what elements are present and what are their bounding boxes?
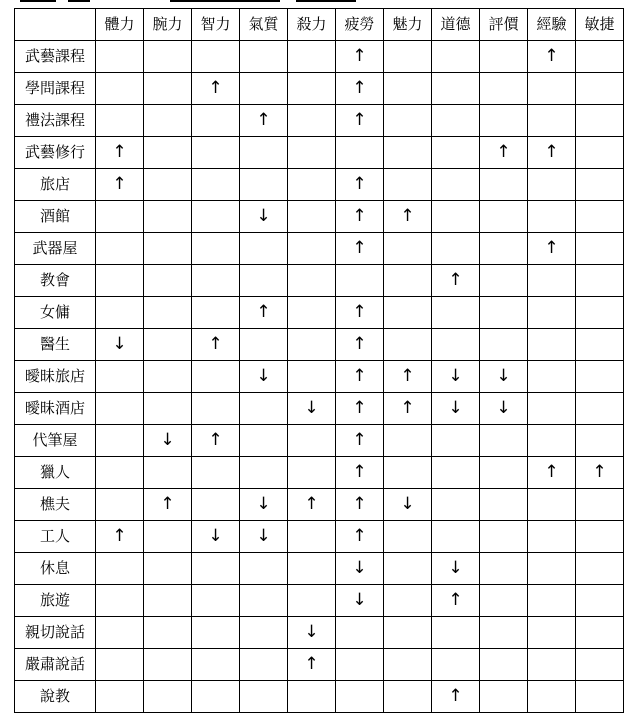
table-cell: ↑ bbox=[384, 393, 432, 425]
table-cell bbox=[288, 265, 336, 297]
table-cell bbox=[240, 73, 288, 105]
table-cell bbox=[144, 649, 192, 681]
table-cell bbox=[336, 617, 384, 649]
column-header: 評價 bbox=[480, 9, 528, 41]
table-cell bbox=[528, 201, 576, 233]
column-header: 經驗 bbox=[528, 9, 576, 41]
column-header: 魅力 bbox=[384, 9, 432, 41]
table-cell: ↑ bbox=[528, 137, 576, 169]
table-cell bbox=[528, 329, 576, 361]
table-cell: ↑ bbox=[336, 521, 384, 553]
table-cell bbox=[240, 457, 288, 489]
table-cell bbox=[480, 521, 528, 553]
table-cell: ↑ bbox=[528, 457, 576, 489]
table-cell bbox=[480, 489, 528, 521]
table-cell bbox=[576, 265, 624, 297]
table-cell bbox=[432, 233, 480, 265]
table-cell bbox=[240, 425, 288, 457]
table-cell: ↓ bbox=[432, 553, 480, 585]
table-cell bbox=[240, 265, 288, 297]
corner-cell bbox=[15, 9, 96, 41]
table-cell bbox=[528, 169, 576, 201]
table-cell: ↑ bbox=[240, 297, 288, 329]
table-cell bbox=[384, 297, 432, 329]
table-cell bbox=[576, 201, 624, 233]
table-cell: ↑ bbox=[384, 201, 432, 233]
table-cell bbox=[288, 329, 336, 361]
table-cell bbox=[480, 105, 528, 137]
table-cell: ↑ bbox=[336, 201, 384, 233]
table-cell bbox=[144, 457, 192, 489]
table-cell bbox=[144, 201, 192, 233]
table-cell bbox=[432, 41, 480, 73]
table-cell bbox=[384, 329, 432, 361]
table-cell: ↑ bbox=[336, 425, 384, 457]
table-cell: ↓ bbox=[192, 521, 240, 553]
table-cell bbox=[288, 361, 336, 393]
table-cell bbox=[528, 393, 576, 425]
table-cell: ↓ bbox=[240, 521, 288, 553]
table-cell bbox=[384, 457, 432, 489]
table-cell bbox=[144, 361, 192, 393]
table-cell bbox=[480, 649, 528, 681]
row-label: 說教 bbox=[15, 681, 96, 713]
table-row bbox=[15, 105, 624, 137]
table-cell bbox=[432, 617, 480, 649]
table-cell bbox=[480, 553, 528, 585]
table-row bbox=[15, 137, 624, 169]
table-cell bbox=[480, 169, 528, 201]
table-cell: ↑ bbox=[144, 489, 192, 521]
table-cell bbox=[288, 233, 336, 265]
table-cell bbox=[384, 105, 432, 137]
table-row bbox=[15, 489, 624, 521]
table-cell bbox=[384, 681, 432, 713]
table-cell bbox=[288, 73, 336, 105]
table-cell bbox=[480, 329, 528, 361]
table-cell bbox=[288, 201, 336, 233]
table-cell: ↓ bbox=[144, 425, 192, 457]
table-cell bbox=[288, 585, 336, 617]
table-cell bbox=[576, 521, 624, 553]
table-cell bbox=[528, 553, 576, 585]
table-cell: ↓ bbox=[432, 393, 480, 425]
table-cell bbox=[144, 73, 192, 105]
table-cell bbox=[240, 649, 288, 681]
table-cell: ↑ bbox=[336, 73, 384, 105]
table-cell bbox=[432, 521, 480, 553]
table-cell bbox=[384, 649, 432, 681]
table-row bbox=[15, 41, 624, 73]
row-label: 獵人 bbox=[15, 457, 96, 489]
table-cell bbox=[192, 169, 240, 201]
table-cell bbox=[144, 105, 192, 137]
table-cell bbox=[144, 169, 192, 201]
table-cell bbox=[384, 73, 432, 105]
table-cell: ↑ bbox=[192, 425, 240, 457]
table-row bbox=[15, 681, 624, 713]
table-cell: ↓ bbox=[480, 361, 528, 393]
table-cell bbox=[240, 681, 288, 713]
table-cell bbox=[240, 553, 288, 585]
table-cell bbox=[480, 681, 528, 713]
table-cell bbox=[192, 585, 240, 617]
table-cell bbox=[480, 297, 528, 329]
table-cell bbox=[96, 649, 144, 681]
table-cell bbox=[96, 41, 144, 73]
table-cell: ↓ bbox=[288, 617, 336, 649]
table-cell bbox=[384, 585, 432, 617]
table-cell: ↓ bbox=[384, 489, 432, 521]
table-cell bbox=[144, 553, 192, 585]
table-cell bbox=[288, 521, 336, 553]
table-cell bbox=[432, 489, 480, 521]
row-label: 武藝課程 bbox=[15, 41, 96, 73]
table-row bbox=[15, 201, 624, 233]
row-label: 旅遊 bbox=[15, 585, 96, 617]
table-cell: ↓ bbox=[240, 201, 288, 233]
table-cell bbox=[576, 649, 624, 681]
table-cell bbox=[576, 425, 624, 457]
table-cell bbox=[576, 361, 624, 393]
table-cell bbox=[432, 169, 480, 201]
table-cell bbox=[528, 105, 576, 137]
table-cell bbox=[432, 425, 480, 457]
row-label: 工人 bbox=[15, 521, 96, 553]
table-cell bbox=[432, 201, 480, 233]
table-cell bbox=[144, 41, 192, 73]
table-cell bbox=[576, 41, 624, 73]
header-row bbox=[15, 9, 624, 41]
table-cell: ↑ bbox=[528, 233, 576, 265]
row-label: 醫生 bbox=[15, 329, 96, 361]
table-cell bbox=[96, 681, 144, 713]
table-cell bbox=[480, 265, 528, 297]
table-cell: ↑ bbox=[336, 489, 384, 521]
table-cell bbox=[96, 489, 144, 521]
table-cell bbox=[240, 329, 288, 361]
table-cell bbox=[384, 425, 432, 457]
table-cell bbox=[480, 585, 528, 617]
table-cell: ↓ bbox=[336, 553, 384, 585]
table-cell bbox=[432, 137, 480, 169]
table-row bbox=[15, 233, 624, 265]
table-cell: ↑ bbox=[192, 329, 240, 361]
table-cell bbox=[192, 649, 240, 681]
table-cell bbox=[576, 489, 624, 521]
column-header: 體力 bbox=[96, 9, 144, 41]
table-cell bbox=[528, 681, 576, 713]
table-cell bbox=[96, 553, 144, 585]
column-header: 殺力 bbox=[288, 9, 336, 41]
table-cell bbox=[96, 393, 144, 425]
table-cell bbox=[576, 169, 624, 201]
table-cell: ↑ bbox=[288, 649, 336, 681]
table-cell bbox=[240, 137, 288, 169]
table-cell bbox=[144, 265, 192, 297]
table-cell: ↑ bbox=[576, 457, 624, 489]
table-cell bbox=[288, 553, 336, 585]
table-row bbox=[15, 553, 624, 585]
table-cell: ↑ bbox=[96, 137, 144, 169]
table-cell: ↑ bbox=[336, 233, 384, 265]
table-cell bbox=[96, 105, 144, 137]
table-cell bbox=[96, 617, 144, 649]
table-cell bbox=[96, 585, 144, 617]
table-cell bbox=[336, 649, 384, 681]
table-cell bbox=[480, 73, 528, 105]
table-cell bbox=[288, 425, 336, 457]
table-cell bbox=[384, 553, 432, 585]
table-cell bbox=[480, 41, 528, 73]
table-cell bbox=[528, 521, 576, 553]
table-cell bbox=[384, 41, 432, 73]
table-cell bbox=[288, 169, 336, 201]
column-header: 腕力 bbox=[144, 9, 192, 41]
table-cell bbox=[240, 617, 288, 649]
table-cell bbox=[480, 617, 528, 649]
table-cell bbox=[144, 233, 192, 265]
table-cell bbox=[336, 681, 384, 713]
table-row bbox=[15, 617, 624, 649]
row-label: 旅店 bbox=[15, 169, 96, 201]
table-cell bbox=[192, 137, 240, 169]
row-label: 曖昧酒店 bbox=[15, 393, 96, 425]
table-cell: ↑ bbox=[336, 393, 384, 425]
table-cell bbox=[432, 297, 480, 329]
table-cell bbox=[480, 457, 528, 489]
table-cell bbox=[288, 105, 336, 137]
table-cell bbox=[192, 489, 240, 521]
table-cell bbox=[96, 297, 144, 329]
table-cell: ↑ bbox=[240, 105, 288, 137]
row-label: 學問課程 bbox=[15, 73, 96, 105]
table-cell bbox=[192, 617, 240, 649]
table-cell bbox=[144, 137, 192, 169]
table-cell bbox=[96, 457, 144, 489]
table-cell bbox=[192, 361, 240, 393]
table-cell bbox=[96, 233, 144, 265]
row-label: 曖昧旅店 bbox=[15, 361, 96, 393]
table-cell: ↑ bbox=[528, 41, 576, 73]
table-cell bbox=[144, 297, 192, 329]
table-row bbox=[15, 265, 624, 297]
table-cell bbox=[576, 617, 624, 649]
table-cell bbox=[576, 105, 624, 137]
table-cell bbox=[480, 233, 528, 265]
table-cell bbox=[576, 137, 624, 169]
table-body bbox=[15, 41, 624, 713]
table-row bbox=[15, 297, 624, 329]
table-cell bbox=[480, 425, 528, 457]
table-cell bbox=[384, 137, 432, 169]
row-label: 教會 bbox=[15, 265, 96, 297]
table-row bbox=[15, 585, 624, 617]
table-cell bbox=[192, 265, 240, 297]
effects-table bbox=[14, 8, 624, 713]
table-cell bbox=[576, 233, 624, 265]
table-row bbox=[15, 425, 624, 457]
table-row bbox=[15, 457, 624, 489]
table-row bbox=[15, 73, 624, 105]
table-cell bbox=[144, 585, 192, 617]
table-cell: ↓ bbox=[240, 361, 288, 393]
table-cell bbox=[192, 233, 240, 265]
table-cell bbox=[432, 329, 480, 361]
table-cell bbox=[144, 393, 192, 425]
row-label: 武器屋 bbox=[15, 233, 96, 265]
table-cell bbox=[432, 73, 480, 105]
table-row bbox=[15, 329, 624, 361]
table-cell: ↑ bbox=[336, 41, 384, 73]
clipped-top-text bbox=[0, 0, 628, 8]
table-cell: ↑ bbox=[96, 169, 144, 201]
table-cell: ↑ bbox=[336, 329, 384, 361]
table-cell bbox=[96, 265, 144, 297]
table-cell bbox=[576, 329, 624, 361]
table-cell bbox=[384, 521, 432, 553]
table-cell bbox=[384, 617, 432, 649]
table-cell bbox=[432, 649, 480, 681]
table-cell bbox=[528, 585, 576, 617]
table-cell bbox=[240, 169, 288, 201]
table-cell bbox=[144, 681, 192, 713]
table-cell: ↓ bbox=[240, 489, 288, 521]
row-label: 酒館 bbox=[15, 201, 96, 233]
table-cell bbox=[240, 233, 288, 265]
table-cell bbox=[240, 585, 288, 617]
table-row bbox=[15, 393, 624, 425]
table-cell bbox=[240, 393, 288, 425]
table-cell: ↑ bbox=[336, 105, 384, 137]
table-cell bbox=[96, 201, 144, 233]
table-cell bbox=[576, 585, 624, 617]
table-cell bbox=[96, 73, 144, 105]
table-cell bbox=[528, 489, 576, 521]
table-cell bbox=[480, 201, 528, 233]
table-cell bbox=[432, 105, 480, 137]
column-header: 敏捷 bbox=[576, 9, 624, 41]
table-cell bbox=[96, 425, 144, 457]
table-cell: ↑ bbox=[384, 361, 432, 393]
row-label: 樵夫 bbox=[15, 489, 96, 521]
column-header: 道德 bbox=[432, 9, 480, 41]
table-cell bbox=[192, 41, 240, 73]
table-cell: ↓ bbox=[480, 393, 528, 425]
column-header: 智力 bbox=[192, 9, 240, 41]
table-cell: ↑ bbox=[96, 521, 144, 553]
table-row bbox=[15, 361, 624, 393]
table-cell: ↑ bbox=[432, 585, 480, 617]
table-cell: ↑ bbox=[432, 681, 480, 713]
row-label: 女傭 bbox=[15, 297, 96, 329]
table-cell bbox=[288, 681, 336, 713]
table-cell bbox=[528, 649, 576, 681]
table-cell bbox=[576, 393, 624, 425]
column-header: 氣質 bbox=[240, 9, 288, 41]
table-cell bbox=[192, 393, 240, 425]
table-cell bbox=[528, 297, 576, 329]
table-cell: ↑ bbox=[336, 457, 384, 489]
table-cell bbox=[192, 201, 240, 233]
table-cell bbox=[192, 297, 240, 329]
table-cell bbox=[432, 457, 480, 489]
table-cell bbox=[288, 297, 336, 329]
table-cell bbox=[528, 265, 576, 297]
table-cell bbox=[96, 361, 144, 393]
table-cell: ↑ bbox=[336, 169, 384, 201]
table-cell bbox=[288, 137, 336, 169]
row-label: 親切說話 bbox=[15, 617, 96, 649]
table-cell: ↓ bbox=[432, 361, 480, 393]
table-cell bbox=[384, 265, 432, 297]
table-cell bbox=[288, 457, 336, 489]
row-label: 代筆屋 bbox=[15, 425, 96, 457]
table-cell bbox=[576, 73, 624, 105]
table-cell: ↑ bbox=[288, 489, 336, 521]
row-label: 嚴肅說話 bbox=[15, 649, 96, 681]
table-cell bbox=[384, 169, 432, 201]
table-row bbox=[15, 649, 624, 681]
table-cell bbox=[144, 617, 192, 649]
table-cell: ↑ bbox=[336, 297, 384, 329]
table-cell bbox=[144, 329, 192, 361]
table-cell bbox=[528, 617, 576, 649]
table-cell bbox=[336, 137, 384, 169]
table-cell bbox=[336, 265, 384, 297]
table-cell bbox=[528, 73, 576, 105]
table-cell: ↑ bbox=[336, 361, 384, 393]
table-cell: ↓ bbox=[288, 393, 336, 425]
table-cell bbox=[576, 553, 624, 585]
table-row bbox=[15, 521, 624, 553]
table-cell bbox=[192, 681, 240, 713]
table-cell bbox=[144, 521, 192, 553]
table-row bbox=[15, 169, 624, 201]
table-cell: ↑ bbox=[432, 265, 480, 297]
table-cell bbox=[576, 681, 624, 713]
table-cell bbox=[192, 553, 240, 585]
table-cell bbox=[576, 297, 624, 329]
table-cell bbox=[240, 41, 288, 73]
column-header: 疲勞 bbox=[336, 9, 384, 41]
table-cell bbox=[192, 105, 240, 137]
row-label: 武藝修行 bbox=[15, 137, 96, 169]
row-label: 禮法課程 bbox=[15, 105, 96, 137]
table-cell: ↓ bbox=[336, 585, 384, 617]
table-cell bbox=[192, 457, 240, 489]
row-label: 休息 bbox=[15, 553, 96, 585]
table-cell: ↑ bbox=[192, 73, 240, 105]
table-cell bbox=[288, 41, 336, 73]
table-cell bbox=[528, 425, 576, 457]
table-cell bbox=[528, 361, 576, 393]
table-cell bbox=[384, 233, 432, 265]
table-cell: ↑ bbox=[480, 137, 528, 169]
table-cell: ↓ bbox=[96, 329, 144, 361]
